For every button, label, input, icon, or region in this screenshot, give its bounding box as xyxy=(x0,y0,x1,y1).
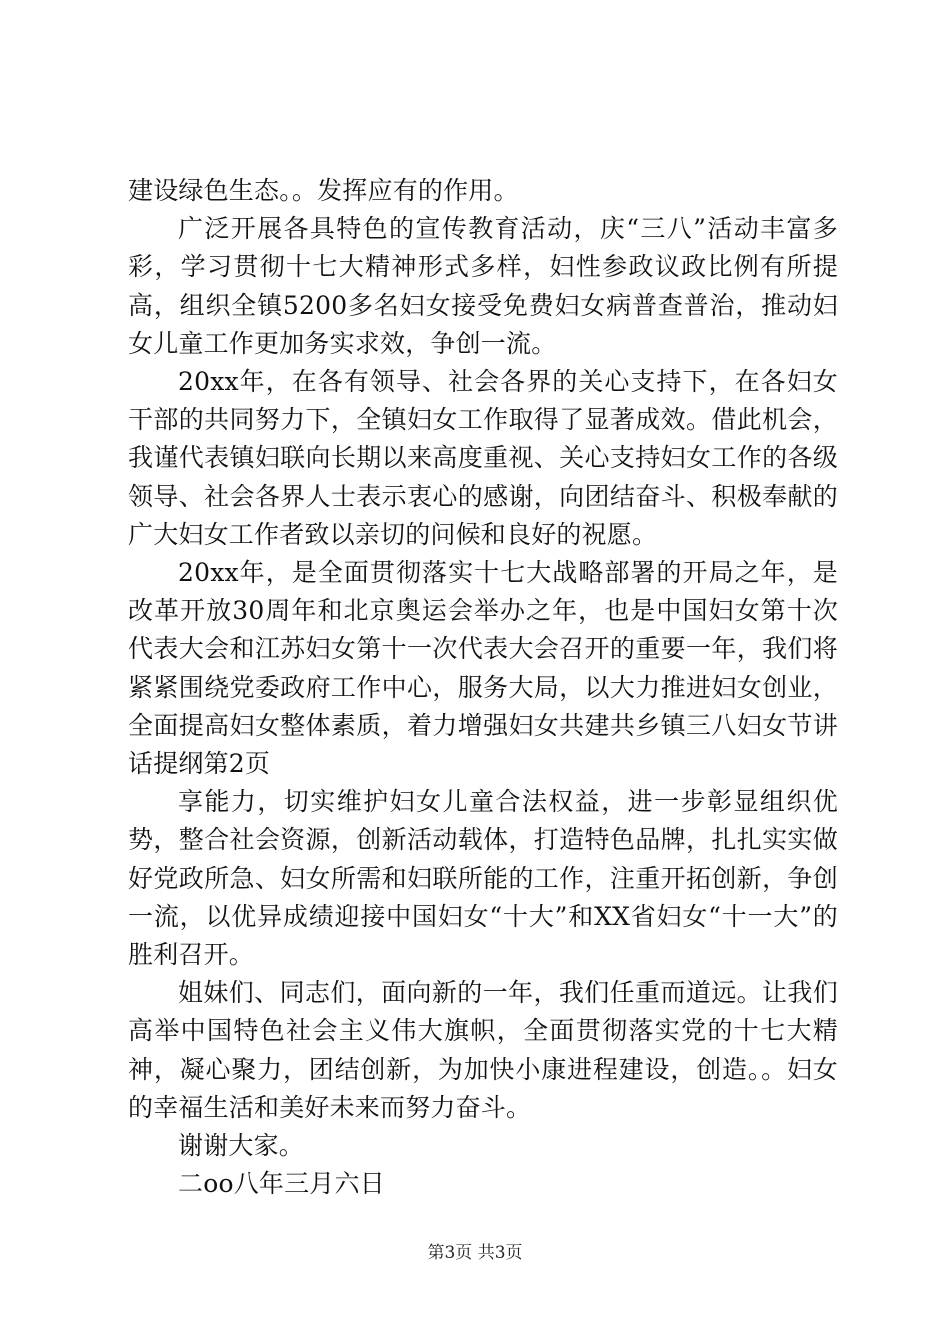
paragraph-closing-call: 姐妹们、同志们，面向新的一年，我们任重而道远。让我们高举中国特色社会主义伟大旗帜，全面贯彻落实党的十七大精神，凝心聚力，团结创新，为加快小康进程建设，创造。。妇女的幸福生活和美好未来而努力奋斗。 xyxy=(128,978,838,1122)
page-number-footer: 第3页 共3页 xyxy=(427,1243,523,1263)
document-body xyxy=(128,172,838,1203)
paragraph-thanks: 谢谢大家。 xyxy=(178,1131,305,1161)
paragraph-rights-protection: 享能力，切实维护妇女儿童合法权益，进一步彰显组织优势，整合社会资源，创新活动载体，打造特色品牌，扎扎实实做好党政所急、妇女所需和妇联所能的工作，注重开拓创新，争创一流，以优异成绩迎接中国妇女“十大”和XX省妇女“十一大”的胜利召开。 xyxy=(128,787,838,970)
paragraph-publicity-activities: 广泛开展各具特色的宣传教育活动，庆“三八”活动丰富多彩，学习贯彻十七大精神形式多样，妇性参政议政比例有所提高，组织全镇5200多名妇女接受免费妇女病普查普治，推动妇女儿童工作更加务实求效，争创一流。 xyxy=(128,214,838,358)
paragraph-year-plan: 20xx年，是全面贯彻落实十七大战略部署的开局之年，是改革开放30周年和北京奥运会举办之年，也是中国妇女第十次代表大会和江苏妇女第十一次代表大会召开的重要一年，我们将紧紧围绕党委政府工作中心，服务大局，以大力推进妇女创业，全面提高妇女整体素质，着力增强妇女共建共乡镇三八妇女节讲话提纲第2页 xyxy=(128,558,838,779)
paragraph-achievements-thanks: 20xx年，在各有领导、社会各界的关心支持下，在各妇女干部的共同努力下，全镇妇女工作取得了显著成效。借此机会，我谨代表镇妇联向长期以来高度重视、关心支持妇女工作的各级领导、社会各界人士表示衷心的感谢，向团结奋斗、积极奉献的广大妇女工作者致以亲切的问候和良好的祝愿。 xyxy=(128,367,838,549)
paragraph-date: 二oo八年三月六日 xyxy=(178,1169,385,1199)
paragraph-continuation: 建设绿色生态。。发挥应有的作用。 xyxy=(128,176,519,205)
